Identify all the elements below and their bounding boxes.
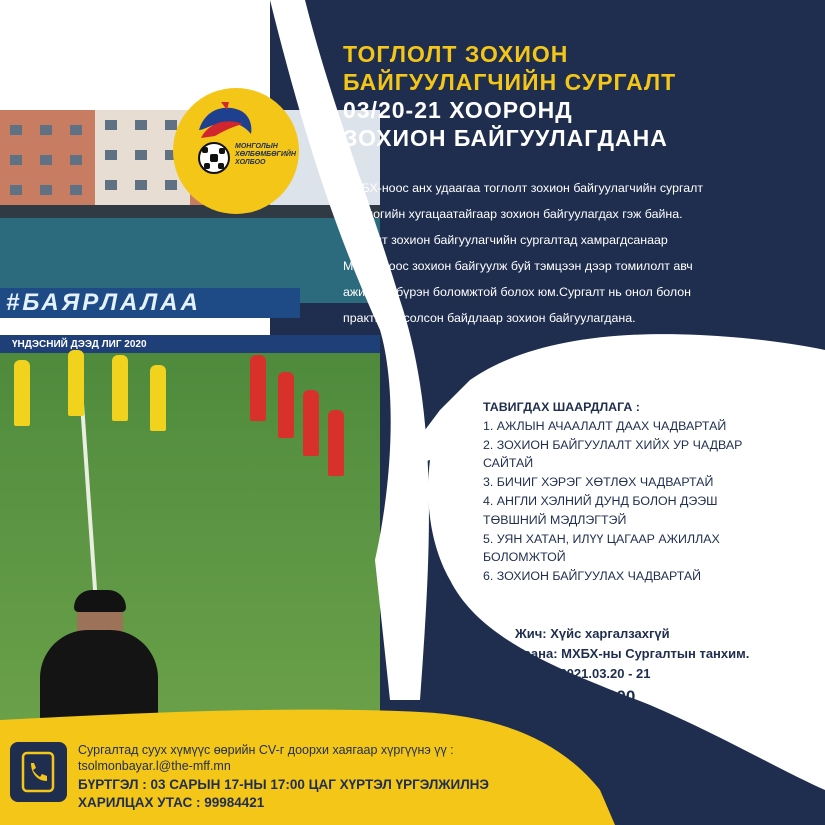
description-line: МХБХ-ноос зохион байгуулж буй тэмцээн дээр томилолт авч	[343, 259, 693, 273]
title-line: ЗОХИОН БАЙГУУЛАГДАНА	[343, 125, 668, 151]
requirement-item: ТӨВШНИЙ МЭДЛЭГТЭЙ	[483, 512, 627, 527]
contact-email[interactable]: tsolmonbayar.l@the-mff.mn	[78, 759, 231, 773]
requirement-item: САЙТАЙ	[483, 456, 534, 471]
title-line: БАЙГУУЛАГЧИЙН СУРГАЛТ	[343, 69, 677, 95]
requirement-item: 1. АЖЛЫН АЧААЛАЛТ ДААХ ЧАДВАРТАЙ	[483, 418, 727, 433]
requirement-item: 3. БИЧИГ ХЭРЭГ ХӨТЛӨХ ЧАДВАРТАЙ	[483, 475, 714, 490]
detail-date: Хэзээ: 2021.03.20 - 21	[515, 666, 651, 681]
requirement-item: 6. ЗОХИОН БАЙГУУЛАХ ЧАДВАРТАЙ	[483, 569, 702, 584]
description-line: практик хосолсон байдлаар зохион байгуулагдана.	[343, 311, 636, 325]
logo-text-line: МОНГОЛЫН	[235, 143, 278, 150]
registration-deadline: БҮРТГЭЛ : 03 САРЫН 17-НЫ 17:00 ЦАГ ХҮРТЭЛ ҮРГЭЛЖИЛНЭ	[78, 777, 490, 792]
requirement-item: 4. АНГЛИ ХЭЛНИЙ ДУНД БОЛОН ДЭЭШ	[483, 493, 718, 508]
requirement-item: БОЛОМЖТОЙ	[483, 550, 566, 565]
description-line: Тоглолт зохион байгуулагчийн сургалтад хамрагдсанаар	[343, 233, 668, 247]
requirement-item: 5. УЯН ХАТАН, ИЛҮҮ ЦАГААР АЖИЛЛАХ	[483, 531, 720, 546]
logo-text-line: ХӨЛБӨМБӨГИЙН	[235, 151, 296, 158]
ad-board: ҮНДЭСНИЙ ДЭЭД ЛИГ 2020	[0, 335, 380, 355]
description-line: МХБХ-ноос анх удаагаа тоглолт зохион байгуулагчийн сургалт	[343, 181, 704, 195]
detail-location: Хаана: МХБХ-ны Сургалтын танхим.	[515, 646, 750, 661]
requirements-heading: ТАВИГДАХ ШААРДЛАГА :	[483, 400, 640, 414]
contact-phone[interactable]: ХАРИЛЦАХ УТАС : 99984421	[78, 795, 265, 810]
description-line: ажиллах бүрэн боломжтой болох юм.Сургалт нь онол болон	[343, 285, 692, 299]
phone-icon	[19, 751, 59, 793]
contact-instruction: Сургалтад суух хүмүүс өөрийн CV-г доорхи хаягаар хүргүүнэ үү :	[78, 743, 454, 757]
requirement-item: 2. ЗОХИОН БАЙГУУЛАЛТ ХИЙХ УР ЧАДВАР	[483, 437, 743, 452]
thanks-banner: #БАЯРЛАЛАА	[0, 288, 300, 318]
phone-icon-box	[10, 742, 67, 802]
description-line: 2 хоногийн хугацаатайгаар зохион байгуулагдах гэж байна.	[343, 207, 683, 221]
detail-fee: Төлбөр:20.000	[515, 687, 636, 706]
title-line: ТОГЛОЛТ ЗОХИОН	[343, 41, 569, 67]
title-line: 03/20-21 ХООРОНД	[343, 97, 573, 123]
logo-text-line: ХОЛБОО	[235, 159, 266, 166]
detail-note: Жич: Хүйс харгалзахгүй	[515, 626, 670, 641]
contact-info	[78, 742, 558, 812]
